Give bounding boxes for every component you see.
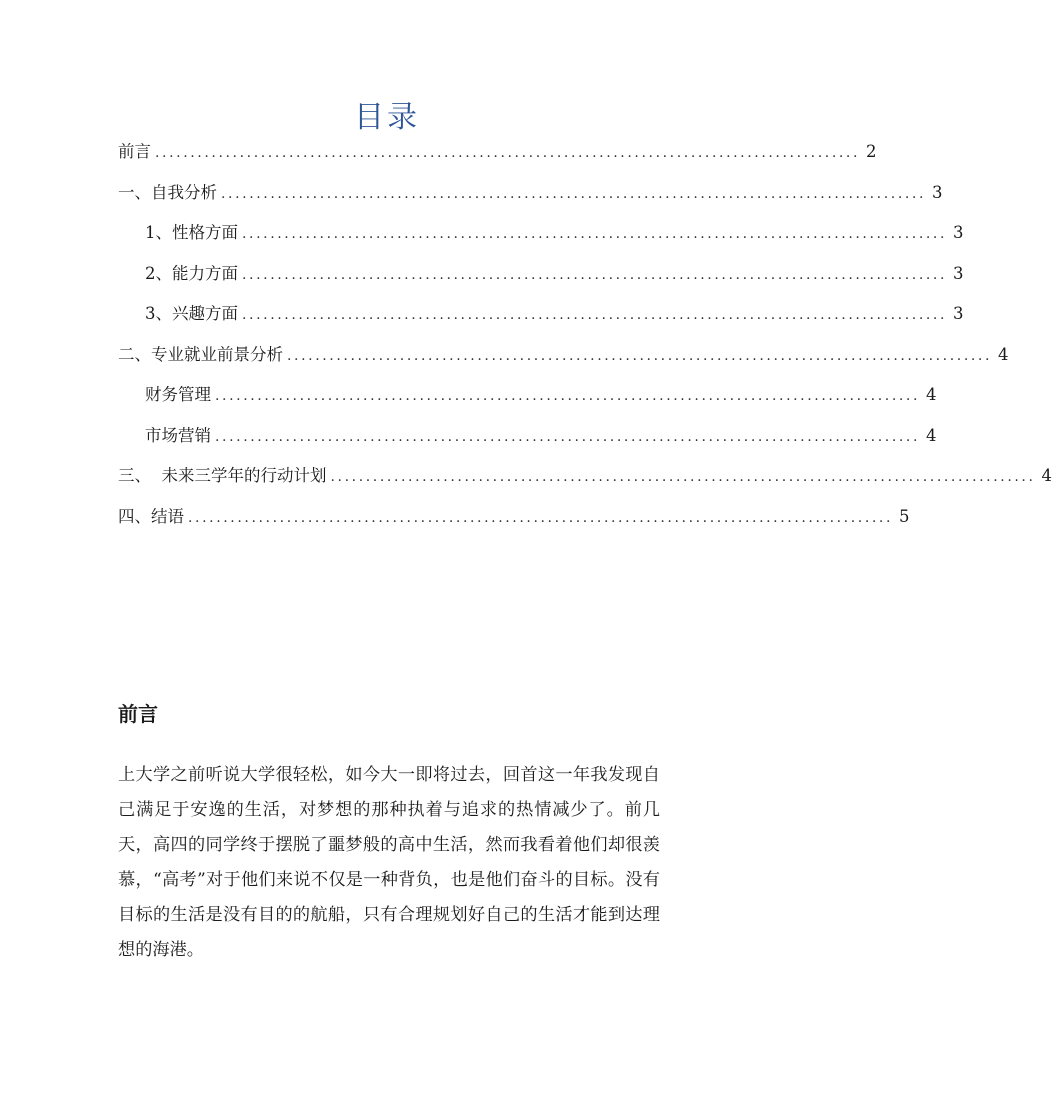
toc-entry-label: 市场营销 — [145, 425, 211, 445]
toc-leader-dots: .................................................................................................... — [215, 428, 921, 445]
toc-leader-dots: .................................................................................................... — [242, 266, 948, 283]
toc-entry-label: 三、 未来三学年的行动计划 — [118, 466, 327, 485]
toc-entry-page: 5 — [899, 506, 910, 526]
preface-paragraph: 上大学之前听说大学很轻松，如今大一即将过去，回首这一年我发现自己满足于安逸的生活，对梦想的那种执着与追求的热情减少了。前几天，高四的同学终于摆脱了噩梦般的高中生活，然而我看着他们却很羡慕，“高考”对于他们来说不仅是一种背负，也是他们奋斗的目标。没有目标的生活是没有目的的航船，只有合理规划好自己的生活才能到达理想的海港。 — [118, 765, 660, 960]
toc-entry-label: 四、结语 — [118, 506, 184, 526]
preface-heading: 前言 — [118, 702, 158, 726]
toc-entry-page: 4 — [998, 344, 1009, 364]
toc-entry-interest[interactable] — [118, 300, 964, 341]
toc-leader-dots: .................................................................................................... — [330, 469, 1036, 485]
toc-entry-page: 4 — [926, 425, 937, 445]
toc-leader-dots: .................................................................................................... — [242, 226, 948, 242]
toc-entry-label: 2、能力方面 — [145, 263, 238, 283]
toc-title: 目录 — [354, 100, 420, 135]
toc-entry-career-prospects[interactable] — [118, 341, 1009, 382]
table-of-contents — [118, 138, 1052, 543]
toc-entry-label: 二、专业就业前景分析 — [118, 344, 283, 364]
toc-entry-page: 3 — [953, 304, 964, 323]
toc-entry-label: 一、自我分析 — [118, 182, 217, 202]
toc-entry-preface[interactable] — [118, 138, 877, 179]
toc-entry-ability[interactable] — [118, 260, 964, 301]
toc-entry-label: 3、兴趣方面 — [145, 304, 238, 323]
toc-entry-conclusion[interactable] — [118, 503, 910, 544]
toc-entry-page: 2 — [866, 142, 877, 161]
toc-entry-label: 1、性格方面 — [145, 223, 238, 242]
toc-entry-label: 财务管理 — [145, 385, 211, 404]
toc-leader-dots: .................................................................................................... — [188, 509, 894, 526]
toc-entry-page: 4 — [1041, 466, 1052, 485]
toc-leader-dots: .................................................................................................... — [155, 145, 861, 161]
toc-entry-action-plan[interactable] — [118, 462, 1052, 503]
toc-entry-self-analysis[interactable] — [118, 179, 943, 220]
toc-entry-marketing[interactable] — [118, 422, 937, 463]
toc-leader-dots: .................................................................................................... — [287, 347, 993, 364]
toc-entry-page: 3 — [932, 182, 943, 202]
toc-entry-page: 3 — [953, 263, 964, 283]
toc-leader-dots: .................................................................................................... — [215, 388, 921, 404]
toc-leader-dots: .................................................................................................... — [221, 185, 927, 202]
toc-entry-page: 3 — [953, 223, 964, 242]
toc-entry-financial-management[interactable] — [118, 381, 937, 422]
toc-leader-dots: .................................................................................................... — [242, 307, 948, 323]
toc-entry-personality[interactable] — [118, 219, 964, 260]
toc-entry-page: 4 — [926, 385, 937, 404]
toc-entry-label: 前言 — [118, 142, 151, 161]
